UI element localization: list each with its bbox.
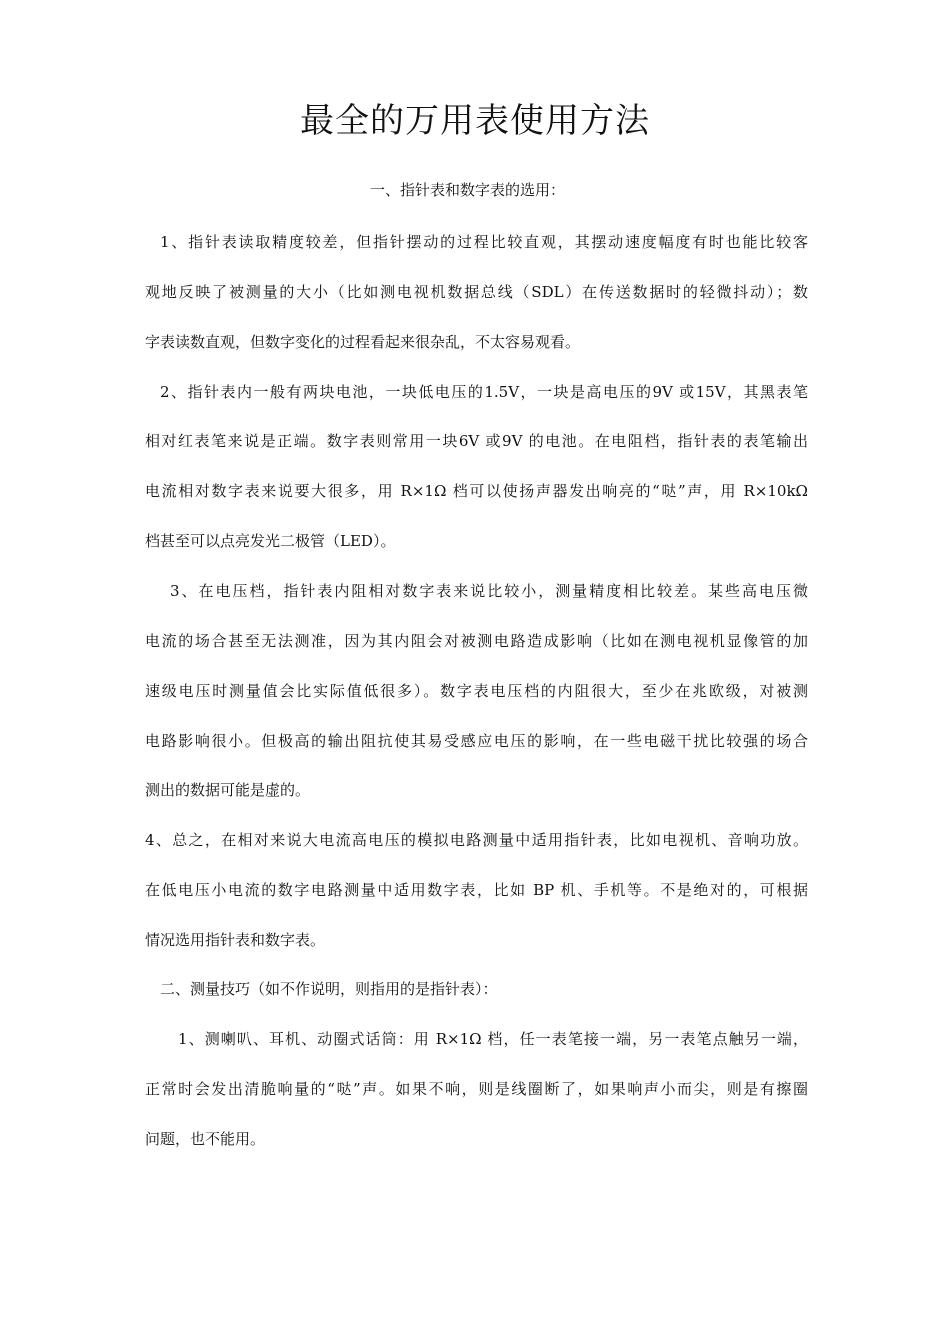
paragraph-1-line-1: 1、指针表读取精度较差，但指针摆动的过程比较直观，其摆动速度幅度有时也能比较客 (160, 233, 808, 251)
section-heading-1: 一、指针表和数字表的选用： (370, 181, 566, 199)
paragraph-4-line-2: 在低电压小电流的数字电路测量中适用数字表，比如 BP 机、手机等。不是绝对的，可根据 (145, 881, 808, 899)
paragraph-3-line-4: 电路影响很小。但极高的输出阻抗使其易受感应电压的影响，在一些电磁干扰比较强的场合 (145, 732, 808, 750)
paragraph-5-line-2: 正常时会发出清脆响量的“哒”声。如果不响，则是线圈断了，如果响声小而尖，则是有擦圈 (145, 1080, 808, 1098)
paragraph-3-line-3: 速级电压时测量值会比实际值低很多）。数字表电压档的内阻很大，至少在兆欧级，对被测 (145, 682, 808, 700)
paragraph-2-line-4: 档甚至可以点亮发光二极管（LED）。 (145, 532, 396, 550)
paragraph-4-line-1: 4、总之，在相对来说大电流高电压的模拟电路测量中适用指针表，比如电视机、音响功放。 (145, 831, 808, 849)
section-heading-2: 二、测量技巧（如不作说明，则指用的是指针表）： (160, 980, 498, 998)
paragraph-5-line-1: 1、测喇叭、耳机、动圈式话筒：用 R×1Ω 档，任一表笔接一端，另一表笔点触另一端， (178, 1030, 808, 1048)
page-title: 最全的万用表使用方法 (300, 101, 650, 141)
paragraph-1-line-3: 字表读数直观，但数字变化的过程看起来很杂乱，不太容易观看。 (145, 333, 581, 351)
paragraph-1-line-2: 观地反映了被测量的大小（比如测电视机数据总线（SDL）在传送数据时的轻微抖动）；数 (145, 283, 808, 301)
paragraph-2-line-1: 2、指针表内一般有两块电池，一块低电压的1.5V，一块是高电压的9V 或15V，其黑表笔 (160, 383, 808, 401)
paragraph-4-line-3: 情况选用指针表和数字表。 (145, 931, 326, 949)
paragraph-3-line-2: 电流的场合甚至无法测准，因为其内阻会对被测电路造成影响（比如在测电视机显像管的加 (145, 632, 808, 650)
paragraph-3-line-5: 测出的数据可能是虚的。 (145, 781, 311, 799)
paragraph-2-line-3: 电流相对数字表来说要大很多，用 R×1Ω 档可以使扬声器发出响亮的“哒”声，用 R×10kΩ (145, 482, 808, 500)
paragraph-5-line-3: 问题，也不能用。 (145, 1130, 266, 1148)
paragraph-3-line-1: 3、在电压档，指针表内阻相对数字表来说比较小，测量精度相比较差。某些高电压微 (170, 582, 808, 600)
paragraph-2-line-2: 相对红表笔来说是正端。数字表则常用一块6V 或9V 的电池。在电阻档，指针表的表笔输出 (145, 432, 808, 450)
